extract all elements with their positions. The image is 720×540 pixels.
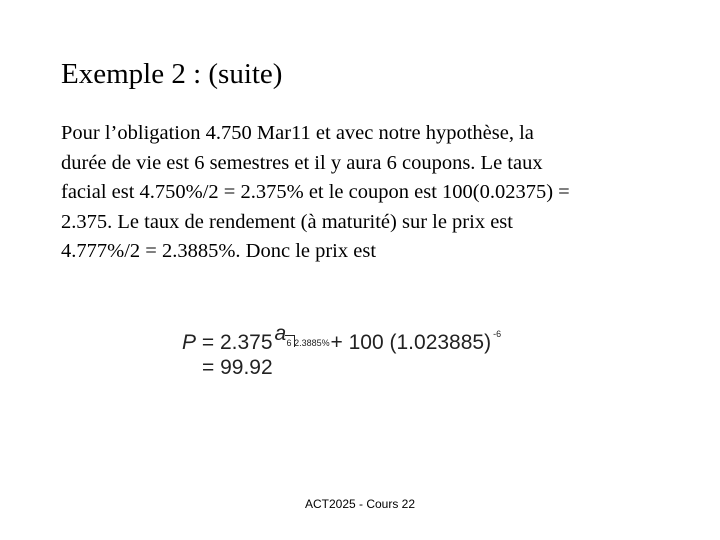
annuity-term: 6	[286, 338, 292, 348]
formula-equals: =	[201, 331, 215, 354]
body-line-2: durée de vie est 6 semestres et il y aura 6 coupons. Le taux	[61, 151, 543, 174]
formula-variable: P	[182, 331, 197, 354]
annuity-symbol: a	[274, 322, 287, 345]
body-line-4: 2.375. Le taux de rendement (à maturité) sur le prix est	[61, 210, 513, 233]
slide-title: Exemple 2 : (suite)	[61, 58, 283, 90]
body-paragraph	[61, 119, 701, 267]
body-line-5: 4.777%/2 = 2.3885%. Donc le prix est	[61, 240, 377, 262]
body-line-3: facial est 4.750%/2 = 2.375% et le coupon est 100(0.02375) =	[61, 181, 570, 203]
formula-result: = 99.92	[202, 356, 273, 379]
formula-coupon: 2.375	[219, 331, 273, 354]
formula-exponent: -6	[493, 329, 502, 339]
price-formula	[182, 318, 562, 388]
formula-plus-term: + 100 (1.023885)	[330, 331, 492, 354]
slide-footer: ACT2025 - Cours 22	[304, 497, 416, 511]
annuity-notation	[273, 318, 331, 350]
body-line-1: Pour l’obligation 4.750 Mar11 et avec notre hypothèse, la	[61, 122, 534, 144]
annuity-rate: 2.3885%	[294, 338, 330, 348]
annuity-subscript	[287, 338, 330, 348]
